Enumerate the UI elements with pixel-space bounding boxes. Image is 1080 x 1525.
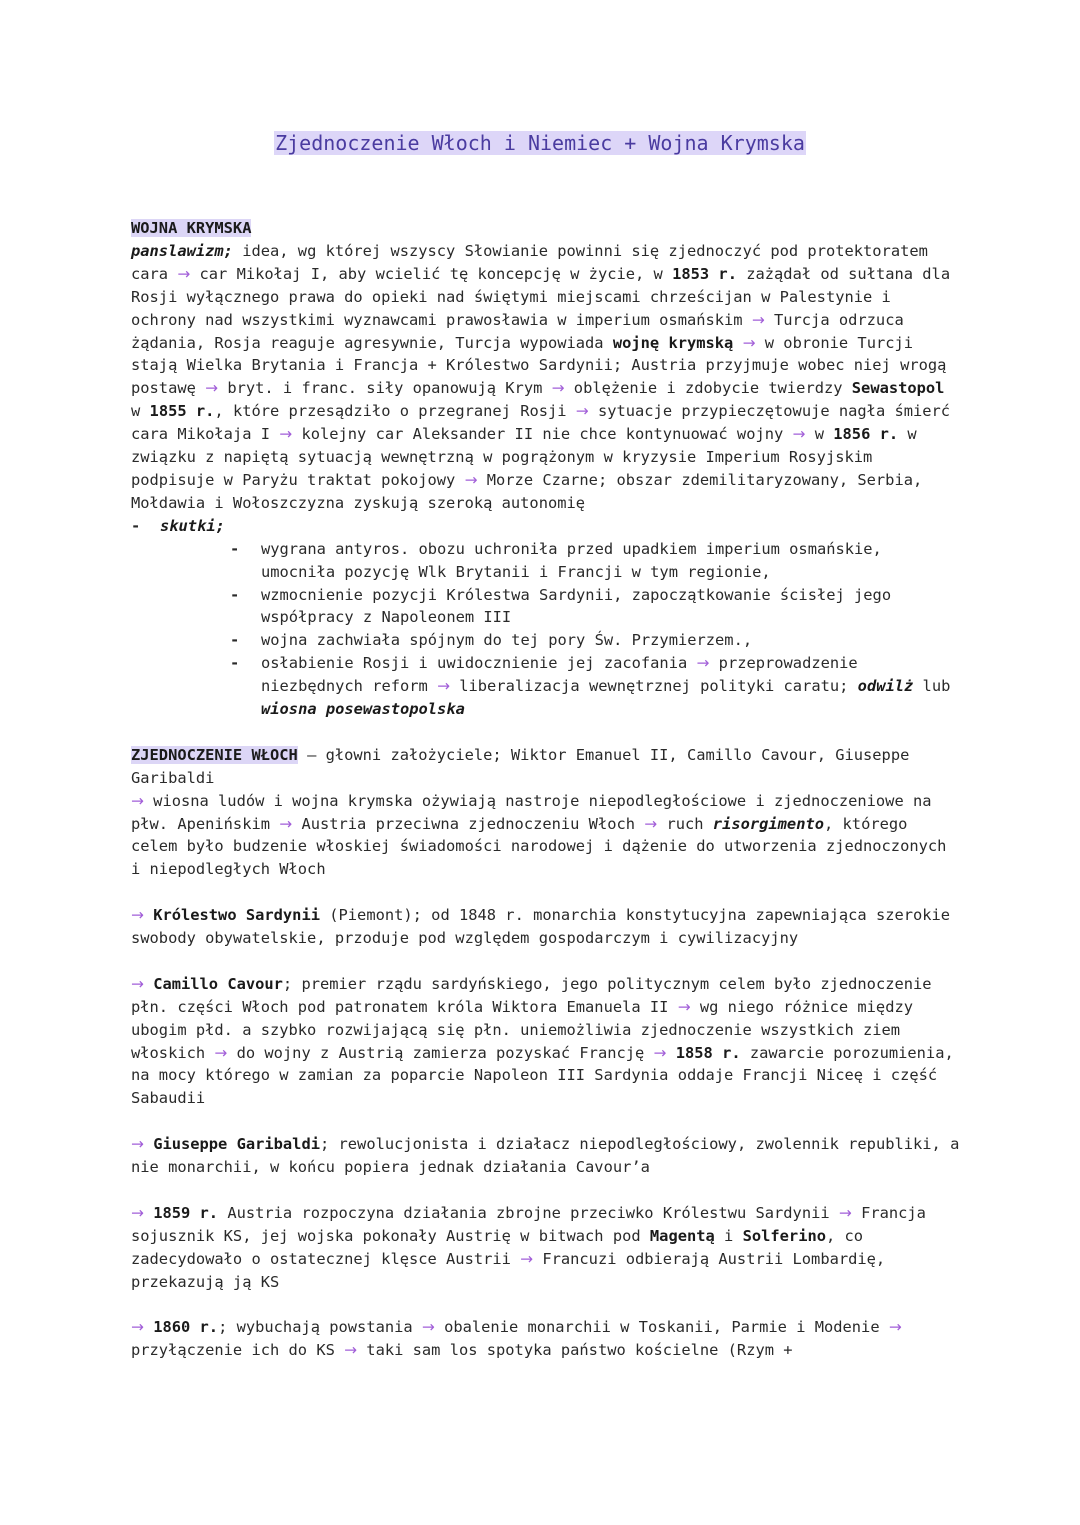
arrow-icon: →	[131, 974, 144, 993]
paragraph-1860: → 1860 r.; wybuchają powstania → obalenie monarchii w Toskanii, Parmie i Modenie → przyłączenie ich do KS → taki sam los spotyka państwo kościelne (Rzym +	[131, 1318, 902, 1360]
arrow-icon: →	[644, 814, 658, 833]
arrow-icon: →	[214, 1043, 228, 1062]
arrow-icon: →	[751, 310, 765, 329]
arrow-icon: →	[344, 1341, 358, 1360]
arrow-icon: →	[279, 425, 293, 444]
paragraph-risorgimento: → wiosna ludów i wojna krymska ożywiają nastroje niepodległościowe i zjednoczeniowe na płw. Apenińskim → Austria przeciwna zjednoczeniu Włoch → ruch risorgimento, którego celem było budzenie włoskiej świadomości narodowej i dążenie do utworzenia zjednoczonych i niepodległych Włoch	[131, 791, 947, 879]
arrow-icon: →	[520, 1249, 534, 1268]
arrow-icon: →	[792, 425, 806, 444]
arrow-icon: →	[437, 677, 450, 696]
arrow-icon: →	[131, 791, 144, 810]
list-item: - osłabienie Rosji i uwidocznienie jej zacofania → przeprowadzenie niezbędnych reform → liberalizacja wewnętrznej polityki caratu; odwilż lub wiosna posewastopolska	[230, 652, 961, 721]
list-item: - wojna zachwiała spójnym do tej pory Św. Przymierzem.,	[230, 629, 961, 652]
skutki-label: - skutki;	[131, 516, 225, 535]
arrow-icon: →	[279, 814, 293, 833]
section-heading-wlochy: ZJEDNOCZENIE WŁOCH – głowni założyciele; Wiktor Emanuel II, Camillo Cavour, Giuseppe Garibaldi	[131, 745, 910, 787]
section-heading-wojna: WOJNA KRYMSKA	[131, 219, 252, 237]
arrow-icon: →	[464, 470, 478, 489]
arrow-icon: →	[677, 997, 691, 1016]
arrow-icon: →	[653, 1043, 667, 1062]
paragraph-krolestwo: → Królestwo Sardynii (Piemont); od 1848 r. monarchia konstytucyjna zapewniająca szerokie swobody obywatelskie, przoduje pod względem gospodarczym i cywilizacyjny	[131, 906, 951, 948]
arrow-icon: →	[888, 1318, 902, 1337]
document-body	[131, 217, 961, 1362]
arrow-icon: →	[131, 1135, 144, 1154]
skutki-list	[131, 538, 961, 721]
arrow-icon: →	[575, 402, 589, 421]
arrow-icon: →	[696, 654, 710, 673]
paragraph-panslawizm: panslawizm; idea, wg której wszyscy Słowianie powinni się zjednoczyć pod protektoratem cara → car Mikołaj I, aby wcielić tę koncepcję w życie, w 1853 r. zażądał od sułtana dla Rosji wyłącznego prawa do opieki nad świętymi miejscami chrześcijan w Palestynie i ochrony nad wszystkimi wyznawcami prawosławia w imperium osmańskim → Turcja odrzuca żądania, Rosja reaguje agresywnie, Turcja wypowiada wojnę krymską → w obronie Turcji stają Wielka Brytania i Francja + Królestwo Sardynii; Austria przyjmuje wobec niej wrogą postawę → bryt. i franc. siły opanowują Krym → oblężenie i zdobycie twierdzy Sewastopol w 1855 r., które przesądziło o przegranej Rosji → sytuacje przypieczętowuje nagła śmierć cara Mikołaja I → kolejny car Aleksander II nie chce kontynuować wojny → w 1856 r. w związku z napiętą sytuacją wewnętrzną w pogrążonym w kryzysie Imperium Rosyjskim podpisuje w Paryżu traktat pokojowy → Morze Czarne; obszar zdemilitaryzowany, Serbia, Mołdawia i Wołoszczyzna zyskują szeroką autonomię	[131, 241, 951, 512]
paragraph-garibaldi: → Giuseppe Garibaldi; rewolucjonista i działacz niepodległościowy, zwolennik republiki, a nie monarchii, w końcu popiera jednak działania Cavour’a	[131, 1135, 960, 1177]
list-item: - wzmocnienie pozycji Królestwa Sardynii, zapoczątkowanie ścisłej jego współpracy z Napoleonem III	[230, 584, 961, 630]
arrow-icon: →	[131, 906, 144, 925]
paragraph-1859: → 1859 r. Austria rozpoczyna działania zbrojne przeciwko Królestwu Sardynii → Francja sojusznik KS, jej wojska pokonały Austrię w bitwach pod Magentą i Solferino, co zadecydowało o ostatecznej klęsce Austrii → Francuzi odbierają Austrii Lombardię, przekazują ją KS	[131, 1203, 926, 1291]
arrow-icon: →	[131, 1203, 144, 1222]
arrow-icon: →	[551, 379, 565, 398]
arrow-icon: →	[131, 1318, 144, 1337]
arrow-icon: →	[742, 333, 756, 352]
arrow-icon: →	[838, 1203, 852, 1222]
page-title: Zjednoczenie Włoch i Niemiec + Wojna Krymska	[275, 131, 805, 155]
list-item: - wygrana antyros. obozu uchroniła przed upadkiem imperium osmańskie, umocniła pozycję Wlk Brytanii i Francji w tym regionie,	[230, 538, 961, 584]
arrow-icon: →	[177, 264, 191, 283]
paragraph-cavour: → Camillo Cavour; premier rządu sardyńskiego, jego politycznym celem było zjednoczenie płn. części Włoch pod patronatem króla Wiktora Emanuela II → wg niego różnice między ubogim płd. a szybko rozwijającą się płn. uniemożliwia zjednoczenie wszystkich ziem włoskich → do wojny z Austrią zamierza pozyskać Francję → 1858 r. zawarcie porozumienia, na mocy którego w zamian za poparcie Napoleon III Sardynia oddaje Francji Niceę i część Sabaudii	[131, 974, 954, 1108]
arrow-icon: →	[421, 1318, 435, 1337]
arrow-icon: →	[205, 379, 219, 398]
